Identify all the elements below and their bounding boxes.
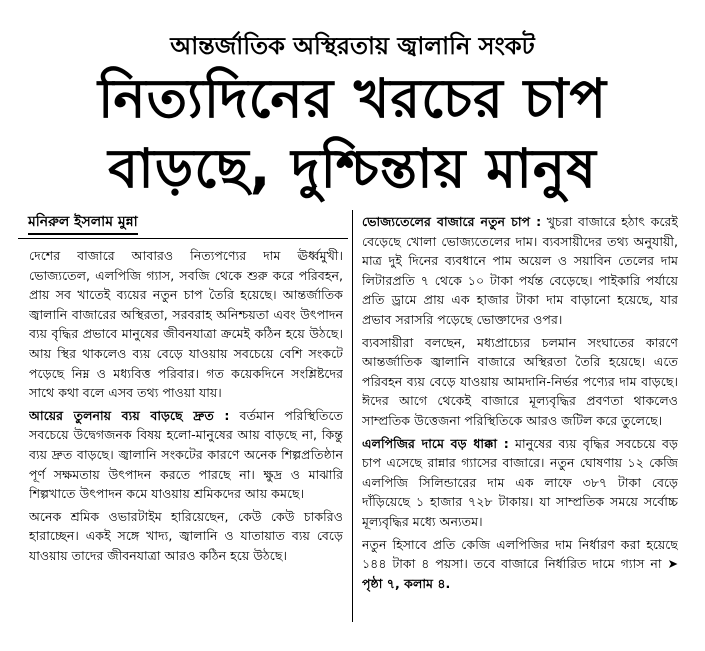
subheading-lpg: এলপিজির দামে বড় ধাক্কা :: [362, 435, 509, 451]
right-paragraph-3: [362, 434, 678, 532]
column-divider: [352, 210, 353, 622]
subheading-income-vs-expense: আয়ের তুলনায় ব্যয় বাড়ছে দ্রুত :: [29, 407, 230, 423]
left-column: [29, 246, 343, 630]
right-column: [362, 212, 678, 630]
right-paragraph-1: [362, 212, 678, 330]
right-paragraph-3-body: মানুষের ব্যয় বৃদ্ধির সবচেয়ে বড় চাপ এসেছে রান্নার গ্যাসের বাজারে। নতুন ঘোষণায় ১২ কেজি এলপিজি সিলিন্ডারের দাম এক লাফে ৩৮৭ টাকা বেড়ে দাঁড়িয়েছে ১ হাজার ৭২৮ টাকায়। যা সাম্প্রতিক সময়ে সর্বোচ্চ মূল্যবৃদ্ধির মধ্যে অন্যতম।: [362, 435, 678, 529]
continuation-reference: ➤ পৃষ্ঠা ৭, কলাম ৪.: [362, 556, 678, 591]
byline: মনিরুল ইসলাম মুন্না: [28, 212, 138, 235]
subheading-edible-oil: ভোজ্যতেলের বাজারে নতুন চাপ :: [362, 214, 542, 229]
left-paragraph-2-body: বর্তমান পরিস্থিতিতে সবচেয়ে উদ্বেগজনক বিষয় হলো-মানুষের আয় বাড়ছে না, কিন্তু ব্যয় দ্রুত বাড়ছে। জ্বালানি সংকটের কারণে অনেক শিল্পপ্রতিষ্ঠান পূর্ণ সক্ষমতায় উৎপাদন করতে পারছে না। ক্ষুদ্র ও মাঝারি শিল্পখাতে উৎপাদন কমে যাওয়ায় শ্রমিকদের আয় কমছে।: [29, 407, 343, 502]
byline-divider: [18, 238, 348, 239]
main-headline-line-1: নিত্যদিনের খরচের চাপ: [97, 67, 608, 130]
left-paragraph-2: [29, 406, 343, 504]
right-paragraph-4-body: নতুন হিসাবে প্রতি কেজি এলপিজির দাম নির্ধারণ করা হয়েছে ১৪৪ টাকা ৪ পয়সা। তবে বাজারে নির্ধারিত দামে গ্যাস না: [362, 536, 678, 572]
left-paragraph-1: দেশের বাজারে আবারও নিত্যপণ্যের দাম ঊর্ধ্বমুখী। ভোজ্যতেল, এলপিজি গ্যাস, সবজি থেকে শুরু করে পরিবহন, প্রায় সব খাতেই ব্যয়ের নতুন চাপ তৈরি হয়েছে। আন্তর্জাতিক জ্বালানি বাজারের অস্থিরতা, সরবরাহ অনিশ্চয়তা এবং উৎপাদন ব্যয় বৃদ্ধির প্রভাবে মানুষের জীবনযাত্রা ক্রমেই কঠিন হয়ে উঠছে। আয় স্থির থাকলেও ব্যয় বেড়ে যাওয়ায় সবচেয়ে বেশি সংকটে পড়েছে নিম্ন ও মধ্যবিত্ত পরিবার। গত কয়েকদিনে সংশ্লিষ্টদের সাথে কথা বলে এসব তথ্য পাওয়া যায়।: [29, 248, 343, 401]
right-paragraph-4: [362, 535, 678, 594]
left-paragraph-3: অনেক শ্রমিক ওভারটাইম হারিয়েছেন, কেউ কেউ চাকরিও হারাচ্ছেন। একই সঙ্গে খাদ্য, জ্বালানি ও যাতায়াত ব্যয় বেড়ে যাওয়ায় তাদের জীবনযাত্রা আরও কঠিন হয়ে উঠছে।: [29, 508, 343, 563]
main-headline-line-2: বাড়ছে, দুশ্চিন্তায় মানুষ: [108, 137, 597, 200]
right-paragraph-1-body: খুচরা বাজারে হঠাৎ করেই বেড়েছে খোলা ভোজ্যতেলের দাম। ব্যবসায়ীদের তথ্য অনুযায়ী, মাত্র দুই দিনের ব্যবধানে পাম অয়েল ও সয়াবিন তেলের দাম লিটারপ্রতি ৭ থেকে ১০ টাকা পর্যন্ত বেড়েছে। পাইকারি পর্যায়ে প্রতি ড্রামে প্রায় এক হাজার টাকা দাম বাড়ানো হয়েছে, যার প্রভাব সরাসরি পড়েছে ভোক্তাদের ওপর।: [362, 214, 678, 327]
kicker-headline: আন্তর্জাতিক অস্থিরতায় জ্বালানি সংকট: [170, 32, 535, 60]
right-paragraph-2: ব্যবসায়ীরা বলছেন, মধ্যপ্রাচ্যের চলমান সংঘাতের কারণে আন্তর্জাতিক জ্বালানি বাজারে অস্থিরতা তৈরি হয়েছে। এতে পরিবহন ব্যয় বেড়ে যাওয়ায় আমদানি-নির্ভর পণ্যের দাম বাড়ছে। ঈদের আগে থেকেই বাজারে মূল্যবৃদ্ধির প্রবণতা থাকলেও সাম্প্রতিক উত্তেজনা পরিস্থিতিকে আরও জটিল করে তুলেছে।: [362, 334, 678, 428]
